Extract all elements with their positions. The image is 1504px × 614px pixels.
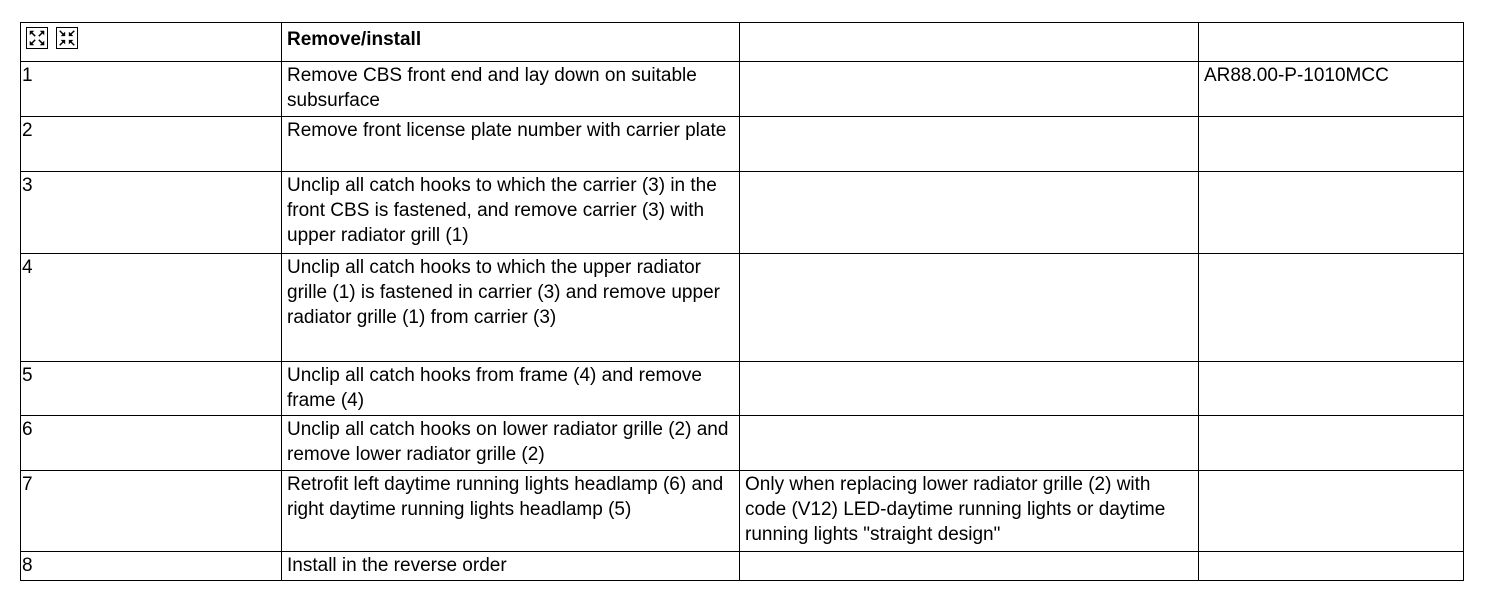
step-reference [1199,172,1464,254]
step-reference [1199,552,1464,581]
table-row [21,117,1464,172]
step-reference-link[interactable]: AR88.00-P-1010MCC [1199,62,1464,117]
table-row [21,552,1464,581]
step-text: Unclip all catch hooks from frame (4) and remove frame (4) [282,362,740,416]
step-number: 2 [21,117,282,172]
collapse-all-icon[interactable] [56,27,78,49]
step-text: Remove CBS front end and lay down on suitable subsurface [282,62,740,117]
step-number: 6 [21,416,282,471]
procedure-table [20,22,1464,581]
header-empty-cell [1199,23,1464,62]
step-note [740,117,1199,172]
header-empty-cell [740,23,1199,62]
step-number: 3 [21,172,282,254]
table-header-row [21,23,1464,62]
step-note [740,416,1199,471]
step-reference [1199,416,1464,471]
step-note [740,62,1199,117]
step-note: Only when replacing lower radiator grille (2) with code (V12) LED-daytime running lights or daytime running lights "straight design" [740,471,1199,552]
table-row [21,62,1464,117]
step-text: Install in the reverse order [282,552,740,581]
step-reference [1199,254,1464,362]
step-number: 4 [21,254,282,362]
step-text: Unclip all catch hooks on lower radiator grille (2) and remove lower radiator grille (2) [282,416,740,471]
expand-all-icon[interactable] [26,27,48,49]
step-text: Unclip all catch hooks to which the carrier (3) in the front CBS is fastened, and remove carrier (3) with upper radiator grill (1) [282,172,740,254]
step-number: 5 [21,362,282,416]
step-note [740,362,1199,416]
step-text: Retrofit left daytime running lights headlamp (6) and right daytime running lights headlamp (5) [282,471,740,552]
table-row [21,471,1464,552]
table-row [21,416,1464,471]
table-row [21,254,1464,362]
step-number: 7 [21,471,282,552]
step-note [740,552,1199,581]
step-reference [1199,471,1464,552]
table-row [21,172,1464,254]
step-reference [1199,117,1464,172]
step-reference [1199,362,1464,416]
column-title: Remove/install [282,23,740,62]
step-text: Remove front license plate number with carrier plate [282,117,740,172]
step-text: Unclip all catch hooks to which the upper radiator grille (1) is fastened in carrier (3) and remove upper radiator grille (1) from carrier (3) [282,254,740,362]
step-number: 8 [21,552,282,581]
table-row [21,362,1464,416]
step-note [740,172,1199,254]
step-number: 1 [21,62,282,117]
header-icons-cell [21,23,282,62]
step-note [740,254,1199,362]
